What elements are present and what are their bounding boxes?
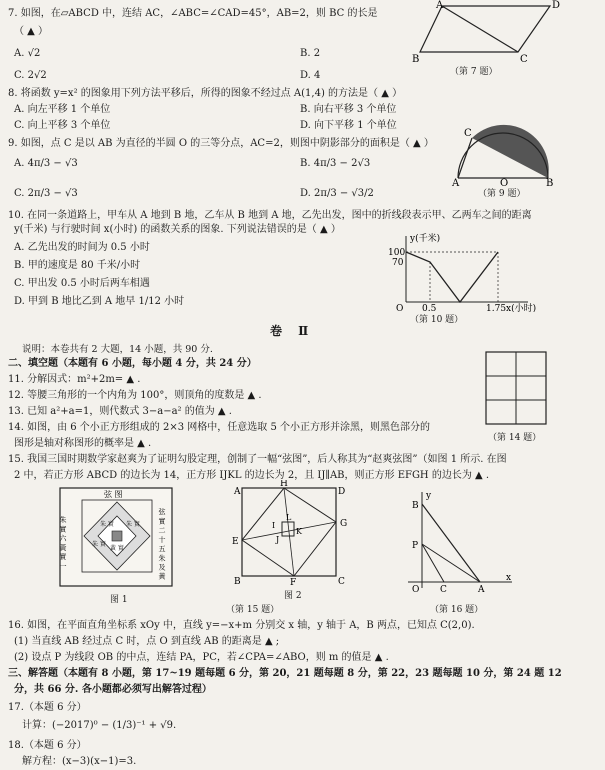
q10-option-d: D. 甲到 B 地比乙到 A 地早 1/12 小时 (14, 296, 185, 307)
part-2-title: 二、填空题（本题有 6 小题，每小题 4 分，共 24 分） (8, 358, 257, 369)
q8-option-b: B. 向右平移 3 个单位 (300, 104, 397, 115)
q16-label-p: P (412, 541, 419, 551)
q18-title: 18.（本题 6 分） (8, 740, 87, 751)
q16-line2: (1) 当直线 AB 经过点 C 时，点 O 到直线 AB 的距离是 ▲ ; (14, 636, 280, 647)
q15-line2: 2 中，若正方形 ABCD 的边长为 14，正方形 IJKL 的边长为 2，且 IJ∥AB，则正方形 EFGH 的边长为 ▲ . (14, 470, 490, 481)
q15-figure-2 (228, 480, 352, 586)
q15-fig1-title: 弦 图 (104, 490, 123, 499)
q15-figure-2-label: 图 2 (284, 591, 302, 601)
q15-fig1-left-text: 朱 實 六 黃 實 一 (59, 516, 67, 570)
q16-label-a: A (478, 585, 485, 594)
q7-option-a: A. √2 (14, 48, 41, 59)
part-3-line1: 三、解答题（本题有 8 小题，第 17~19 题每题 6 分，第 20，21 题每题 8 分，第 22，23 题每题 10 分，第 24 题 12 (8, 668, 562, 679)
q7-option-d: D. 4 (300, 70, 321, 81)
q9-option-d: D. 2π/3 − √3/2 (300, 188, 374, 199)
q15-figure-1-label: 图 1 (110, 595, 128, 605)
q15-fig2-label-e: E (232, 537, 239, 547)
q9-label-c: C (464, 128, 472, 139)
q9-option-c: C. 2π/3 − √3 (14, 188, 78, 199)
q16-label-y: y (426, 491, 432, 501)
q15-fig2-label-f: F (290, 578, 297, 586)
q8-stem: 8. 将函数 y=x² 的图象用下列方法平移后，所得的图象不经过点 A(1,4) 的方法是（ ▲ ） (8, 88, 403, 99)
q15-fig2-label-c: C (338, 577, 345, 586)
q10-y-axis-label: y(千米) (410, 234, 441, 244)
q11: 11. 分解因式：m²+2m= ▲ . (8, 374, 141, 385)
q16-line3: (2) 设点 P 为线段 OB 的中点，连结 PA，PC，若∠CPA=∠ABO，则 m 的值是 ▲ . (14, 652, 389, 663)
q7-label-c: C (520, 54, 528, 65)
q10-tick-70: 70 (392, 258, 404, 268)
q16-coordinate-figure (400, 488, 520, 594)
q10-caption: （第 10 题） (410, 315, 464, 325)
q15-fig2-label-a: A (234, 487, 241, 497)
q15-caption: （第 15 题） (226, 605, 280, 615)
q7-label-b: B (412, 54, 420, 65)
q15-fig1-inner-4: 朱 實 (92, 541, 106, 548)
q10-x-axis-label: x(小时) (506, 304, 537, 312)
section-2-note: 说明：本卷共有 2 大题，14 小题，共 90 分. (22, 344, 213, 355)
q14-line1: 14. 如图，由 6 个小正方形组成的 2×3 网格中，任意选取 5 个小正方形并涂黑，则黑色部分的 (8, 422, 430, 433)
q10-option-b: B. 甲的速度是 80 千米/小时 (14, 260, 141, 271)
q15-fig2-label-l: L (286, 513, 292, 522)
q15-fig1-inner-1: 朱 實 (100, 521, 114, 528)
q8-option-c: C. 向上平移 3 个单位 (14, 120, 111, 131)
q15-fig2-label-g: G (340, 519, 348, 529)
q9-caption: （第 9 题） (478, 189, 526, 199)
q16-label-b: B (412, 501, 419, 511)
q15-fig2-label-h: H (280, 480, 288, 489)
q13: 13. 已知 a²+a=1，则代数式 3−a−a² 的值为 ▲ . (8, 406, 232, 417)
q9-option-b: B. 4π/3 − 2√3 (300, 158, 371, 169)
q15-fig1-right-text: 弦 實 二 十 五 朱 及 黃 (158, 508, 166, 580)
q15-fig2-label-b: B (234, 577, 241, 586)
q10-option-a: A. 乙先出发的时间为 0.5 小时 (14, 242, 150, 253)
q8-option-a: A. 向左平移 1 个单位 (14, 104, 111, 115)
q10-tick-100: 100 (388, 248, 406, 258)
q15-figure-1-xiantu (56, 486, 176, 590)
q9-option-a: A. 4π/3 − √3 (14, 158, 78, 169)
q16-caption: （第 16 题） (430, 605, 484, 615)
q10-tick-0-5: 0.5 (422, 304, 437, 312)
q16-label-c: C (440, 585, 447, 594)
q15-fig2-label-d: D (338, 487, 346, 497)
q10-option-c: C. 甲出发 0.5 小时后两车相遇 (14, 278, 150, 289)
q15-fig1-inner-3: 黃 實 (110, 545, 124, 552)
q9-label-b: B (546, 178, 554, 186)
q16-label-o: O (412, 585, 420, 594)
q9-semicircle-figure (450, 120, 560, 186)
q7-caption: （第 7 题） (450, 67, 498, 77)
q10-origin: O (396, 304, 404, 312)
q17-body: 计算：(−2017)⁰ − (1/3)⁻¹ + √9. (22, 720, 177, 731)
q8-option-d: D. 向下平移 1 个单位 (300, 120, 397, 131)
q7-option-c: C. 2√2 (14, 70, 47, 81)
q7-answer-blank: （ ▲ ） (14, 26, 49, 37)
q14-caption: （第 14 题） (488, 433, 542, 443)
q10-distance-graph (388, 232, 538, 312)
q15-line1: 15. 我国三国时期数学家赵爽为了证明勾股定理，创制了一幅“弦图”，后人称其为“赵爽弦图”（如图 1 所示. 在图 (8, 454, 507, 465)
q7-label-d: D (552, 0, 560, 11)
q7-stem: 7. 如图，在▱ABCD 中，连结 AC，∠ABC=∠CAD=45°，AB=2，则 BC 的长是 (8, 8, 378, 19)
q9-label-a: A (452, 178, 460, 186)
q9-label-o: O (500, 178, 509, 186)
q15-fig2-label-k: K (296, 527, 302, 536)
q14-grid-figure (484, 350, 548, 426)
q10-tick-1-75: 1.75 (486, 304, 507, 312)
q7-option-b: B. 2 (300, 48, 321, 59)
q15-fig2-label-j: J (276, 535, 280, 544)
q15-fig1-inner-2: 朱 實 (126, 521, 140, 528)
q16-line1: 16. 如图，在平面直角坐标系 xOy 中，直线 y=−x+m 分别交 x 轴，y 轴于 A，B 两点，已知点 C(2,0). (8, 620, 475, 631)
q7-label-a: A (436, 0, 444, 11)
q12: 12. 等腰三角形的一个内角为 100°，则顶角的度数是 ▲ . (8, 390, 262, 401)
q18-body: 解方程：(x−3)(x−1)=3. (22, 756, 137, 767)
q17-title: 17.（本题 6 分） (8, 702, 87, 713)
q7-parallelogram-figure (410, 0, 560, 66)
q9-stem: 9. 如图，点 C 是以 AB 为直径的半圆 O 的三等分点，AC=2，则图中阴影部分的面积是（ ▲ ） (8, 138, 434, 149)
q10-stem-line2: y(千米) 与行驶时间 x(小时) 的函数关系的图象. 下列说法错误的是（ ▲ ） (14, 224, 341, 235)
q15-fig2-label-i: I (272, 521, 276, 530)
q10-stem-line1: 10. 在同一条道路上，甲车从 A 地到 B 地，乙车从 B 地到 A 地，乙先出发，图中的折线段表示甲、乙两车之间的距离 (8, 210, 532, 221)
q16-label-x: x (506, 573, 512, 583)
section-2-title: 卷 Ⅱ (270, 324, 315, 338)
part-3-line2: 分，共 66 分. 各小题都必须写出解答过程） (14, 684, 212, 695)
q14-line2: 图形是轴对称图形的概率是 ▲ . (14, 438, 152, 449)
